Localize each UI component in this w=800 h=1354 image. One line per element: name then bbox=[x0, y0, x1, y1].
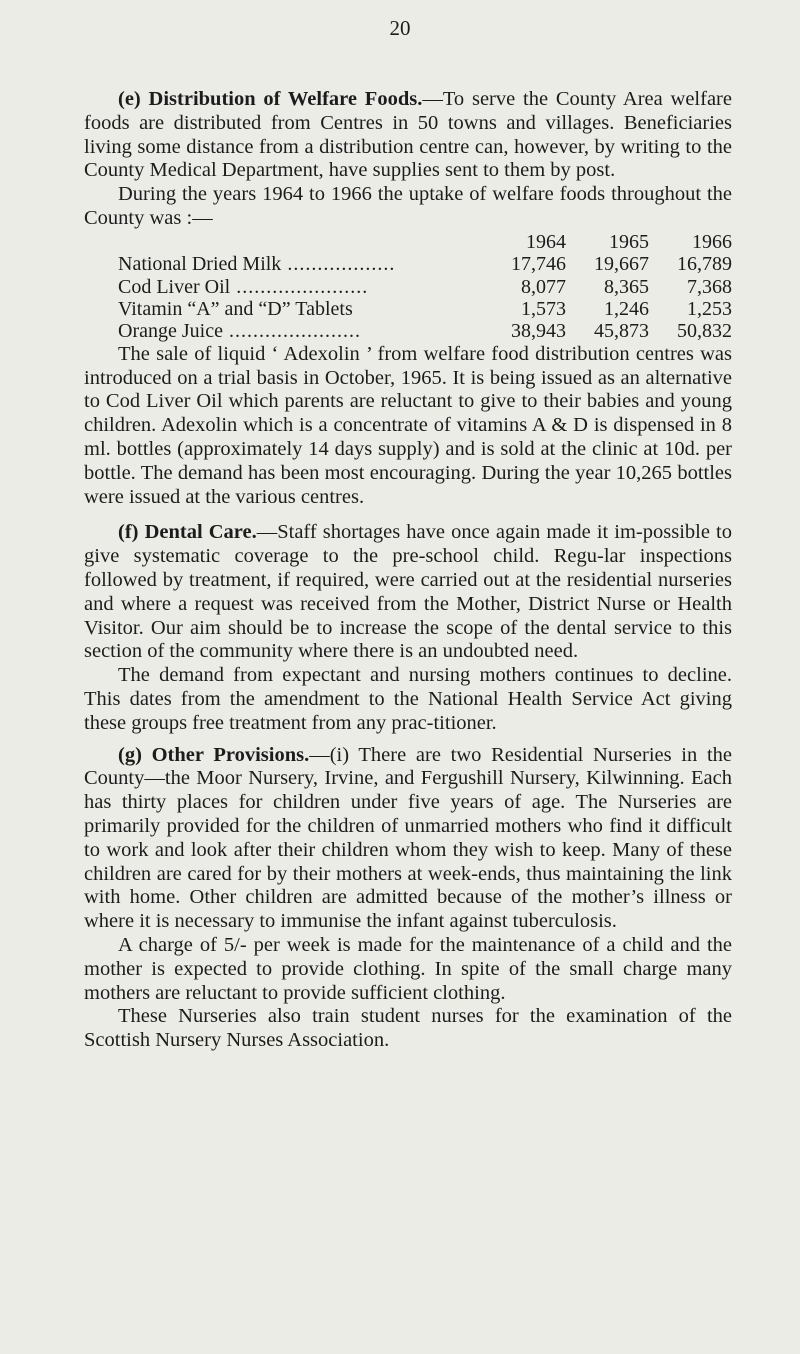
table-cell: 50,832 bbox=[677, 320, 732, 343]
table-cell: 45,873 bbox=[594, 320, 649, 343]
table-cell: 16,789 bbox=[677, 253, 732, 276]
table-header-row bbox=[84, 231, 732, 253]
welfare-paragraph-2: During the years 1964 to 1966 the uptake of welfare foods throughout the County was :— bbox=[84, 183, 732, 229]
other-paragraph-3: These Nurseries also train student nurses for the examination of the Scottish Nursery Nurses Association. bbox=[84, 1005, 732, 1052]
welfare-paragraph-3: The sale of liquid ‘ Adexolin ’ from welfare food distribution centres was introduced on a trial basis in October, 1965. It is being issued as an alternative to Cod Liver Oil which parents are reluctant to give to their babies and young children. Adexolin which is a concentrate of vitamins A & D is dispensed in 8 ml. bottles (approximately 14 days supply) and is sold at the clinic at 10d. per bottle. The demand has been most encouraging. During the year 10,265 bottles were issued at the various centres. bbox=[84, 342, 732, 508]
row-label: National Dried Milk .................. bbox=[118, 253, 396, 276]
table-cell: 1,246 bbox=[604, 298, 649, 320]
table-cell: 8,077 bbox=[521, 275, 566, 298]
table-cell: 7,368 bbox=[687, 275, 732, 298]
table-row bbox=[84, 253, 732, 275]
row-label: Cod Liver Oil ...................... bbox=[118, 275, 369, 298]
table-cell: 8,365 bbox=[604, 275, 649, 298]
dental-heading: (f) Dental Care. bbox=[118, 521, 257, 544]
year-header: 1964 bbox=[526, 230, 566, 253]
dental-paragraph-2: The demand from expectant and nursing mothers continues to decline. This dates from the amendment to the National Health Service Act giving these groups free treatment from any prac-titioner. bbox=[84, 664, 732, 734]
welfare-heading: (e) Distribution of Welfare Foods. bbox=[118, 88, 423, 110]
year-header: 1965 bbox=[609, 230, 649, 253]
table-row bbox=[84, 298, 732, 320]
other-paragraph-2: A charge of 5/- per week is made for the maintenance of a child and the mother is expected to provide clothing. In spite of the small charge many mothers are reluctant to provide sufficient clothing. bbox=[84, 933, 732, 1004]
page-number: 20 bbox=[389, 16, 411, 40]
row-label: Vitamin “A” and “D” Tablets bbox=[118, 298, 353, 320]
page-body bbox=[84, 88, 732, 1053]
other-paragraph-1-text: —(i) There are two Residential Nurseries in the County—the Moor Nursery, Irvine, and Fergushill Nursery, Kilwinning. Each has thirty places for children under five years of age. The Nurseries are primarily provided for the children of unmarried mothers who find it difficult to work and look after their children whom they wish to keep. Many of these children are cared for by their mothers at week-ends, thus maintaining the link with home. Other children are admitted because of the mother’s illness or where it is necessary to immunise the infant against tuberculosis. bbox=[84, 743, 732, 933]
welfare-paragraph-1 bbox=[84, 88, 732, 183]
table-cell: 38,943 bbox=[511, 320, 566, 343]
table-cell: 17,746 bbox=[511, 253, 566, 276]
welfare-foods-table bbox=[84, 231, 732, 343]
row-label: Orange Juice ...................... bbox=[118, 320, 361, 343]
table-row bbox=[84, 276, 732, 298]
table-row bbox=[84, 320, 732, 342]
table-cell: 1,253 bbox=[687, 298, 732, 320]
year-header: 1966 bbox=[692, 230, 732, 253]
dental-paragraph-1-text: —Staff shortages have once again made it im-possible to give systematic coverage to the pre-school child. Regu-lar inspections followed by treatment, if required, were carried out at the residential nurseries and where a request was received from the Mother, District Nurse or Health Visitor. Our aim should be to increase the scope of the dental service to this section of the community where there is an undoubted need. bbox=[84, 521, 732, 663]
dental-paragraph-1 bbox=[84, 521, 732, 664]
other-paragraph-1 bbox=[84, 744, 732, 934]
table-cell: 1,573 bbox=[521, 298, 566, 320]
other-heading: (g) Other Provisions. bbox=[118, 743, 310, 766]
table-cell: 19,667 bbox=[594, 253, 649, 276]
welfare-paragraph-1-text: —To serve the County Area welfare foods are distributed from Centres in 50 towns and villages. Beneficiaries living some distance from a distribution centre can, however, by writing to the County Medical Department, have supplies sent to them by post. bbox=[84, 88, 732, 182]
